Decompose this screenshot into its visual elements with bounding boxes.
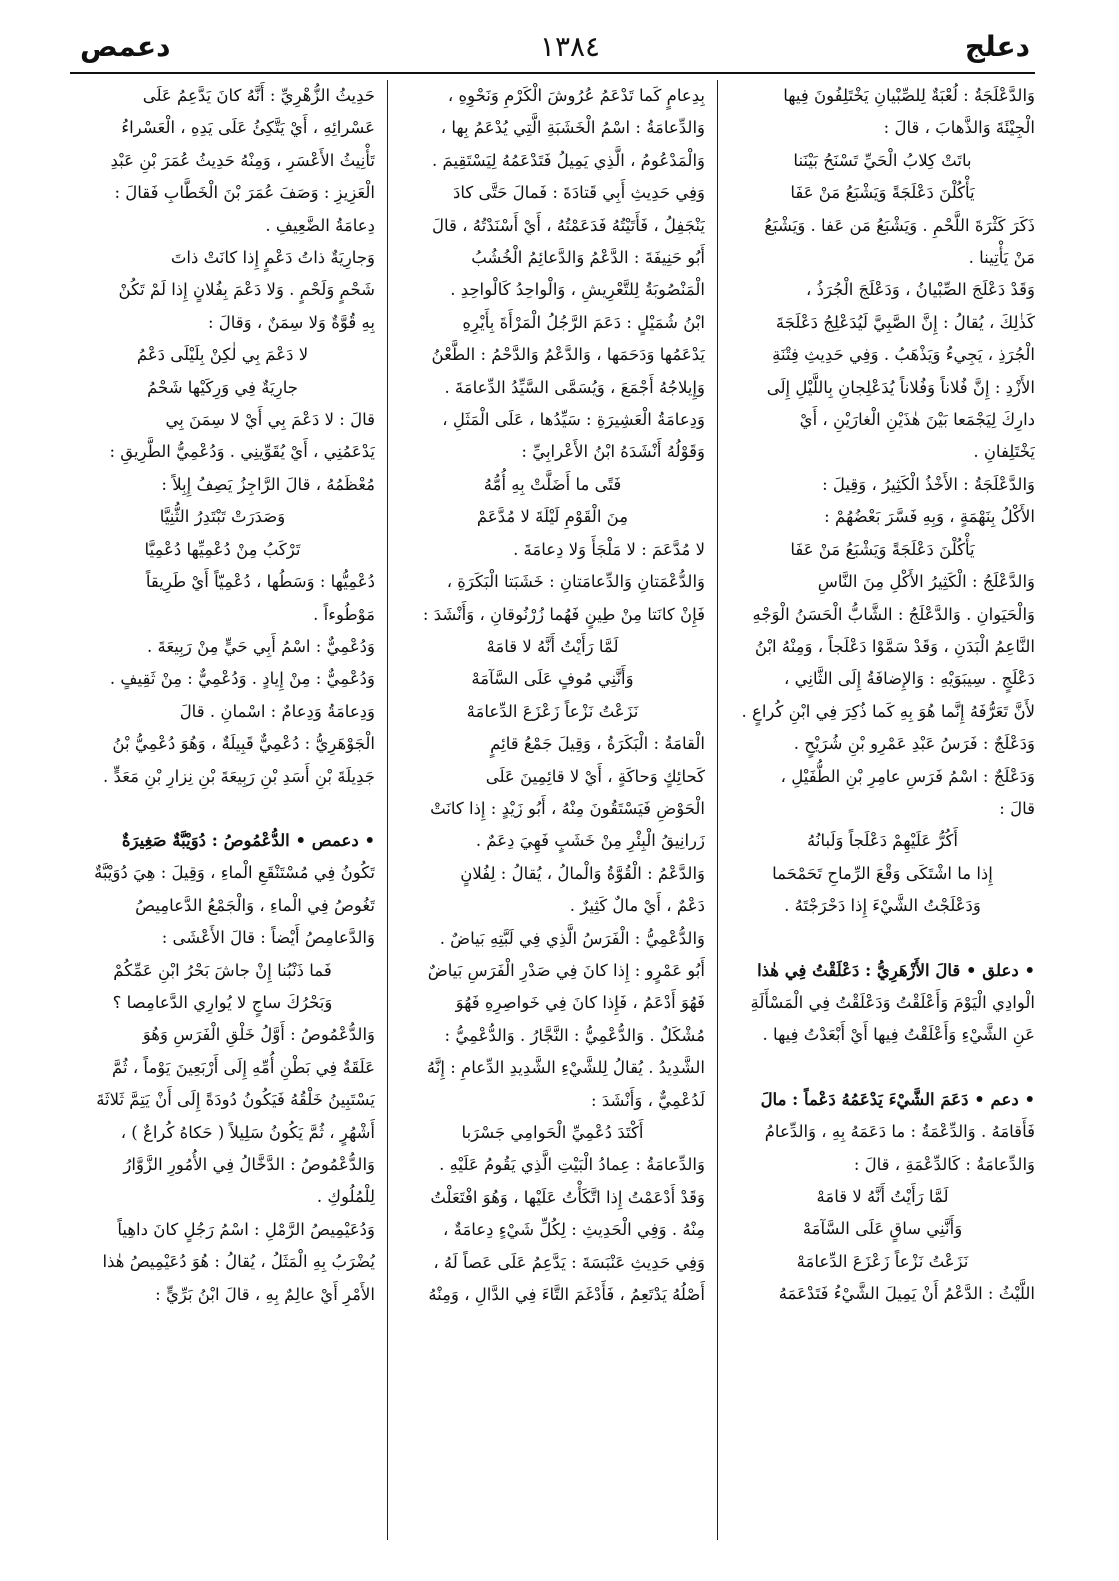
text-line: مِنْهُ . وَفِي الْحَدِيثِ : لِكُلِّ شَيْءٍ دِعامَةٌ ، bbox=[443, 1220, 705, 1240]
headword-left: دعمص bbox=[80, 30, 171, 63]
text-line: وَقَوْلُهُ أَنْشَدَهُ ابْنُ الأَعْرابِيِّ : bbox=[521, 442, 705, 462]
text-line: مُشْكَلٌ . وَالدُّعْمِيُّ : النَّجَّارُ . وَالدُّعْمِيُّ : bbox=[444, 1025, 705, 1045]
text-line: كَحائِكٍ وَحاكَةٍ ، أَيْ لا قائِمِينَ عَلَى bbox=[485, 766, 705, 786]
text-line: زَرانِيقُ الْبِئْرِ مِنْ خَشَبٍ فَهِيَ دِعَمٌ . bbox=[475, 831, 705, 851]
text-line: دَعْلَجٍ . سِيبَوَيْهِ : وَالإِضافَةُ إِلَى الثَّانِي ، bbox=[784, 669, 1035, 689]
text-line: الأَكْلُ بِنَهْمَةٍ ، وَبِهِ فَسَّرَ بَعْضُهُمْ : bbox=[824, 507, 1035, 527]
entry-gap bbox=[730, 923, 1035, 955]
text-line: وَالْمَدْعُومُ ، الَّذِي يَمِيلُ فَتَدْعَمُهُ لِيَسْتَقِيمَ . bbox=[432, 150, 705, 170]
verse-line: يَأْكُلْنَ دَعْلَجَةً وَيَشْبَعُ مَنْ عَفَا bbox=[790, 539, 975, 559]
verse-line: وَأَنَّنِي مُوفٍ عَلَى السَّآمَهْ bbox=[471, 669, 634, 689]
text-line: فَأَقامَهُ . وَالدِّعْمَةُ : ما دَعَمَهُ بِهِ ، وَالدِّعامُ bbox=[764, 1122, 1035, 1142]
page-number: ١٣٨٤ bbox=[539, 30, 601, 63]
verse-line: وَأَنَّنِي ساقٍ عَلَى السَّآمَهْ bbox=[802, 1219, 963, 1239]
text-line: أَشْهُرٍ ، ثُمَّ يَكُونُ سَلِيلاً ( حَكاهُ كُراعٌ ) ، bbox=[120, 1122, 375, 1142]
text-line: وَفِي حَدِيثِ أَبِي قَتادَةَ : فَمالَ حَتَّى كادَ bbox=[453, 183, 705, 203]
text-line: أَبُو حَنِيفَةَ : الدَّعْمُ وَالدَّعائِمُ الْخُشُبُ bbox=[471, 248, 705, 268]
text-line: تَأْنِيثُ الأَعْسَرِ ، وَمِنْهُ حَدِيثُ عُمَرَ بْنِ عَبْدِ bbox=[110, 150, 375, 170]
text-line: وَدُعْمِيٌّ : اسْمُ أَبِي حَيٍّ مِنْ رَبِيعَةَ . bbox=[147, 636, 375, 656]
text-line: الأَمْرِ أَيْ عالِمٌ بِهِ ، قالَ ابْنُ بَرِّيٍّ : bbox=[155, 1284, 375, 1304]
text-line: وَالدَّعْمُ : الْقُوَّةُ وَالْمالُ ، يُقالُ : لِفُلانٍ bbox=[460, 863, 705, 883]
text-line: الْحَوْضِ فَيَسْتَقُونَ مِنْهُ ، أَبُو زَيْدٍ : إِذا كانَتْ bbox=[430, 798, 705, 818]
text-line: الأَزْدِ : إِنَّ فُلاناً وَفُلاناً يُدَعْلِجانِ بِاللَّيْلِ إِلَى bbox=[766, 377, 1035, 397]
text-line: يَدْعَمُنِي ، أَيْ يُقَوِّينِي . وَدُعْمِيُّ الطَّرِيقِ : bbox=[109, 442, 375, 462]
text-line: أَصْلُهُ يَدْتَعِمُ ، فَأَدْغَمَ التَّاءَ فِي الدَّالِ ، وَمِنْهُ bbox=[428, 1285, 705, 1305]
entry-gap bbox=[70, 793, 375, 825]
text-line: حَدِيثُ الزُّهْرِيِّ : أَنَّهُ كانَ يَدَّعِمُ عَلَى bbox=[142, 86, 375, 105]
text-line: تَغُوصُ فِي الْماءِ ، وَالْجَمْعُ الدَّعامِيصُ bbox=[135, 895, 375, 915]
header-rule bbox=[70, 72, 1035, 74]
text-line: وَالدُّعْمُوصُ : أَوَّلُ خَلْقِ الْفَرَسِ وَهُوَ bbox=[142, 1025, 375, 1045]
text-line: يُضْرَبُ بِهِ الْمَثَلُ ، يُقالُ : هُوَ دُعَيْمِيصُ هٰذا bbox=[102, 1252, 375, 1272]
verse-line: مِنَ الْقَوْمِ لَيْلَةَ لا مُدَّعَمْ bbox=[476, 507, 629, 527]
text-line: قالَ : bbox=[999, 798, 1035, 818]
verse-line: أَكْتَدَ دُعْمِيِّ الْحَوامِي جَسْرَبا bbox=[461, 1123, 644, 1142]
text-line: الْوادِي الْيَوْمَ وَأَعْلَقْتُ وَدَعْلَقْتُ فِي الْمَسْأَلَةِ bbox=[750, 992, 1035, 1012]
verse-line: لا دَعْمَ بِي لٰكِنْ بِلَيْلَى دَعْمُ bbox=[136, 345, 309, 365]
text-line: أَبُو عَمْرٍو : إِذا كانَ فِي صَدْرِ الْفَرَسِ بَياضٌ bbox=[427, 960, 705, 980]
headword-right: دعلج bbox=[964, 30, 1030, 63]
column-left bbox=[70, 80, 375, 1540]
verse-line: باتَتْ كِلابُ الْحَيِّ تَسْنَحُ بَيْنَنا bbox=[793, 150, 972, 170]
text-line: وَالدِّعامَةُ : كَالدِّعْمَةِ ، قالَ : bbox=[853, 1154, 1035, 1174]
text-line: وَالدَّعْلَجَةُ : لُعْبَةٌ لِلصِّبْيانِ يَخْتَلِفُونَ فِيها bbox=[783, 86, 1035, 105]
verse-line: لَمَّا رَأَيْتُ أَنَّهُ لا قامَهْ bbox=[486, 636, 619, 656]
text-line: يَدْعَمُها وَدَحَمَها ، وَالدَّعْمُ وَالدَّحْمُ : الطَّعْنُ bbox=[431, 345, 705, 365]
text-line: ذَكَرَ كَثْرَةَ اللَّحْمِ . وَيَشْبَعُ مَن عَفا . وَيَشْبَعُ bbox=[764, 215, 1035, 235]
text-line: قالَ : لا دَعْمَ بِي أَيْ لا سِمَنَ بِي bbox=[165, 410, 375, 430]
text-line: مَنْ يَأْتِينا . bbox=[968, 248, 1035, 268]
text-line: الْعَزِيزِ : وَصَفَ عُمَرَ بْنَ الْخَطَّابِ فَقالَ : bbox=[114, 183, 375, 203]
text-line: • دعمص • الدُّعْمُوصُ : دُوَيْبَّةٌ صَغِيرَةٌ bbox=[121, 830, 375, 850]
column-right bbox=[730, 80, 1035, 1540]
text-line: وَالدُّعْمِيُّ : الْفَرَسُ الَّذِي فِي لَبَّتِهِ بَياضٌ . bbox=[439, 928, 705, 948]
text-line: ابْنُ شُمَيْلٍ : دَعَمَ الرَّجُلُ الْمَرْأَةَ بِأَيْرِهِ bbox=[462, 312, 705, 332]
text-line: • دعم • دَعَمَ الشَّيْءَ يَدْعَمُهُ دَعْماً : مالَ bbox=[760, 1089, 1035, 1109]
text-line: الْجِيْئَةَ وَالذَّهابَ ، قالَ : bbox=[883, 118, 1035, 138]
text-line: وَالدَّعْلَجَةُ : الأَخْذُ الْكَثِيرُ ، وَقِيلَ : bbox=[822, 474, 1035, 494]
verse-line: يَأْكُلْنَ دَعْلَجَةً وَيَشْبَعُ مَنْ عَفَا bbox=[790, 183, 975, 203]
text-line: فَهُوَ أَدْعَمُ ، فَإِذا كانَ فِي خَواصِرِهِ فَهُوَ bbox=[455, 993, 705, 1013]
text-line: وَالدَّعْلَجُ : الْكَثِيرُ الأَكْلِ مِنَ النَّاسِ bbox=[817, 572, 1035, 592]
text-line: وَدَعْلَجٌ : فَرَسُ عَبْدِ عَمْرِو بْنِ شُرَيْحٍ . bbox=[793, 734, 1035, 754]
text-line: جَدِيلَةَ بْنِ أَسَدِ بْنِ رَبِيعَةَ بْنِ نِزارِ بْنِ مَعَدٍّ . bbox=[103, 766, 375, 786]
text-line: وَفِي حَدِيثِ عَنْبَسَةَ : يَدَّعِمُ عَلَى عَصاً لَهُ ، bbox=[433, 1252, 705, 1272]
text-line: الْمَنْصُوبَةُ لِلتَّعْرِيشِ ، وَالْواحِدُ كَالْواحِدِ . bbox=[450, 280, 705, 300]
text-line: كَذٰلِكَ ، يُقالُ : إِنَّ الصَّبِيَّ لَيُدَعْلِجُ دَعْلَجَةَ bbox=[775, 312, 1035, 332]
text-line: الْجُرَذِ ، يَجِيءُ وَيَذْهَبُ . وَفِي حَدِيثِ فِتْنَةِ bbox=[772, 345, 1035, 365]
text-line: مُعْظَمُهُ ، قالَ الرَّاجِزُ يَصِفُ إِبِلاً : bbox=[161, 474, 375, 494]
verse-line: فَما ذَنْبُنا إِنْ جاشَ بَحْرُ ابْنِ عَمِّكُمْ bbox=[113, 960, 332, 980]
text-line: اللَّيْثُ : الدَّعْمُ أَنْ يَمِيلَ الشَّيْءُ فَتَدْعَمَهُ bbox=[778, 1284, 1035, 1304]
verse-line: نَزَعْتُ نَزْعاً زَعْزَعَ الدِّعامَهْ bbox=[796, 1251, 969, 1271]
text-line: بِهِ قُوَّةٌ وَلا سِمَنٌ ، وَقالَ : bbox=[207, 312, 375, 332]
text-line: دِعامَةُ الضَّعِيفِ . bbox=[265, 215, 375, 235]
text-line: وَالْحَيَوانِ . وَالدَّعْلَجُ : الشَّابُّ الْحَسَنُ الْوَجْهِ bbox=[752, 604, 1035, 624]
text-line: لِلْمُلُوكِ . bbox=[316, 1187, 375, 1207]
text-line: دُعْمِيُّها : وَسَطُها ، دُعْمِيّاً أَيْ طَرِيقاً bbox=[145, 572, 375, 592]
text-line: عَسْرائِهِ ، أَيْ يَتَّكِئُ عَلَى يَدِهِ ، الْعَسْراءُ bbox=[121, 118, 375, 138]
verse-line: جارِيَةٌ فِي وَرِكَيْها شَحْمُ bbox=[147, 377, 298, 397]
verse-line: فَتًى ما أَضَلَّتْ بِهِ أُمُّهُ bbox=[483, 474, 622, 494]
text-line: لأَنَّ تَعَرُّفَهُ إِنَّما هُوَ بِهِ كَما ذُكِرَ فِي ابْنِ كُراعٍ . bbox=[741, 701, 1035, 721]
entry-gap bbox=[730, 1052, 1035, 1084]
text-line: دارِكَ لِيَجْمَعا بَيْنَ هٰذَيْنِ الْغارَيْنِ ، أَيْ bbox=[799, 410, 1035, 430]
column-separator bbox=[717, 80, 718, 1540]
text-line: وَجارِيَةٌ ذاتُ دَعْمٍ إِذا كانَتْ ذاتَ bbox=[170, 248, 375, 268]
text-line: وَدُعْمِيٌّ : مِنْ إِيادٍ . وَدُعْمِيٌّ : مِنْ ثَقِيفٍ . bbox=[109, 669, 375, 689]
text-line: الشَّدِيدُ . يُقالُ لِلشَّيْءِ الشَّدِيدِ الدِّعامِ : إِنَّهُ bbox=[426, 1058, 705, 1078]
text-line: • دعلق • قالَ الأَزْهَرِيُّ : دَعْلَقْتُ فِي هٰذا bbox=[757, 960, 1035, 980]
text-line: وَالدِّعامَةُ : اسْمُ الْخَشَبَةِ الَّتِي يُدْعَمُ بِها ، bbox=[440, 118, 705, 138]
text-line: لا مُدَّعَمَ : لا مَلْجَأَ وَلا دِعامَةَ . bbox=[513, 539, 705, 559]
text-line: وَإِيلاجُهُ أَجْمَعَ ، وَيُسَمَّى السَّيِّدُ الدِّعامَةَ . bbox=[444, 377, 705, 397]
text-line: بِدِعامٍ كَما تَدْعَمُ عُرُوشَ الْكَرْمِ وَنَحْوِهِ ، bbox=[447, 86, 705, 105]
text-line: وَدَعْلَجٌ : اسْمُ فَرَسِ عامِرِ بْنِ الطُّفَيْلِ ، bbox=[780, 766, 1035, 786]
verse-line: وَدَعْلَجْتُ الشَّيْءَ إِذا دَحْرَجْتَهُ . bbox=[784, 896, 981, 916]
text-line: وَقَدْ دَعْلَجَ الصِّبْيانُ ، وَدَعْلَجَ الْجُرَذُ ، bbox=[806, 280, 1035, 300]
text-line: وَدُعَيْمِيصُ الرَّمْلِ : اسْمُ رَجُلٍ كانَ داهِياً bbox=[117, 1219, 375, 1239]
verse-line: وَبَحْرُكَ ساجٍ لا يُوارِي الدَّعامِصا ؟ bbox=[112, 992, 333, 1012]
text-line: وَالدُّعْمُوصُ : الدَّخَّالُ فِي الأُمُورِ الزَّوَّارُ bbox=[123, 1155, 375, 1174]
text-line: عَلَقَةٌ فِي بَطْنِ أُمِّهِ إِلَى أَرْبَعِينَ يَوْماً ، ثُمَّ bbox=[112, 1057, 375, 1077]
verse-line: لَمَّا رَأَيْتُ أَنَّهُ لا قامَهْ bbox=[816, 1187, 949, 1206]
text-line: وَقَدْ أَدْعَمْتُ إِذا اتَّكَأْتُ عَلَيْها ، وَهُوَ افْتَعَلْتُ bbox=[430, 1187, 705, 1207]
text-line: وَالدِّعامَةُ : عِمادُ الْبَيْتِ الَّذِي يَقُومُ عَلَيْهِ . bbox=[439, 1155, 705, 1175]
text-line: دَعْمٌ ، أَيْ مالٌ كَثِيرٌ . bbox=[569, 896, 705, 916]
text-line: الْجَوْهَرِيُّ : دُعْمِيٌّ قَبِيلَةٌ ، وَهُوَ دُعْمِيُّ بْنُ bbox=[112, 734, 375, 754]
text-line: شَحْمٍ وَلَحْمٍ . وَلا دَعْمَ بِفُلانٍ إِذا لَمْ تَكُنْ bbox=[118, 280, 375, 300]
page-header bbox=[70, 30, 1030, 70]
text-line: لَدُعْمِيٌّ ، وَأَنْشَدَ : bbox=[591, 1090, 705, 1110]
text-line: يَنْجَفِلُ ، فَأَتَيْتُهُ فَدَعَمْتُهُ ، أَيْ أَسْنَدْتُهُ ، قالَ bbox=[432, 215, 705, 235]
text-line: الْقامَةُ : الْبَكَرَةُ ، وَقِيلَ جَمْعُ قائِمٍ bbox=[490, 734, 705, 754]
column-separator bbox=[387, 80, 388, 1540]
text-line: مَوْطُوءاً . bbox=[313, 604, 375, 624]
text-line: النَّاعِمُ الْبَدَنِ ، وَقَدْ سَمَّوْا دَعْلَجاً ، وَمِنْهُ ابْنُ bbox=[754, 636, 1035, 656]
text-line: وَالدُّعْمَتانِ وَالدِّعامَتانِ : خَشَبَتا الْبَكَرَةِ ، bbox=[446, 572, 705, 592]
verse-line: تَرْكَبُ مِنْ دُعْمِيِّها دُعْمِيَّا bbox=[144, 539, 301, 559]
verse-line: أَكُرُّ عَلَيْهِمْ دَعْلَجاً وَلَبانُهُ bbox=[807, 831, 958, 851]
text-line: عَنِ الشَّيْءِ وَأَعْلَقْتُ فِيها أَيْ أَبْعَدْتُ فِيها . bbox=[762, 1025, 1035, 1045]
text-line: يَخْتَلِفانِ . bbox=[973, 442, 1035, 462]
verse-line: نَزَعْتُ نَزْعاً زَعْزَعَ الدِّعامَهْ bbox=[466, 701, 639, 721]
columns bbox=[70, 80, 1035, 1540]
verse-line: إِذا ما اشْتَكَى وَقْعَ الرِّماحِ تَحَمْحَما bbox=[772, 863, 993, 883]
column-middle bbox=[400, 80, 705, 1540]
text-line: وَدِعامَةُ وَدِعامٌ : اسْمانِ . قالَ bbox=[179, 701, 375, 721]
text-line: وَالدَّعامِصُ أَيْضاً : قالَ الأَعْشَى : bbox=[161, 928, 375, 948]
text-line: وَدِعامَةُ الْعَشِيرَةِ : سَيِّدُها ، عَلَى الْمَثَلِ ، bbox=[442, 410, 705, 430]
text-line: تَكُونُ فِي مُسْتَنْقَعِ الْماءِ ، وَقِيلَ : هِيَ دُوَيْبَّةٌ bbox=[94, 863, 375, 883]
text-line: يَسْتَبِينُ خَلْقُهُ فَيَكُونُ دُودَةً إِلَى أَنْ يَتِمَّ ثَلاثَةَ bbox=[96, 1090, 375, 1110]
verse-line: وَصَدَرَتْ تَبْتَدِرُ الثُّنِيَّا bbox=[159, 507, 286, 527]
text-line: فَإِنْ كانَتا مِنْ طِينٍ فَهُما زُرْنُوقانِ ، وَأَنْشَدَ : bbox=[422, 604, 705, 624]
